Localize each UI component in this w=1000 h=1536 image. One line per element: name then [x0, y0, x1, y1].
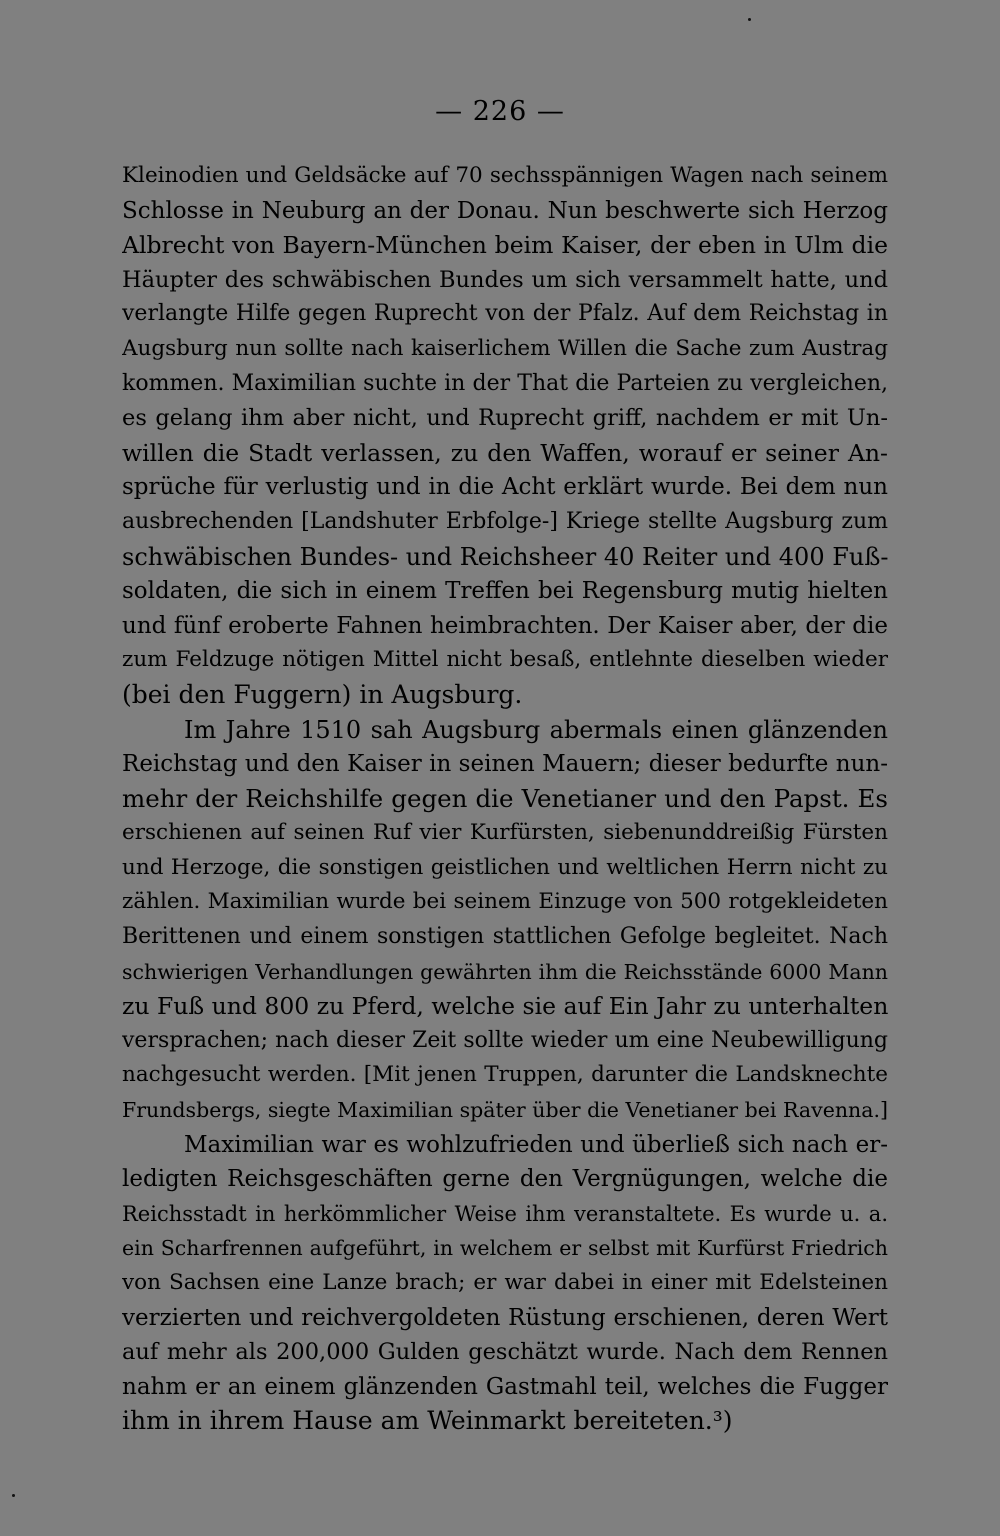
text-line: Im Jahre 1510 sah Augsburg abermals einen glänzenden	[184, 715, 888, 744]
text-line: Häupter des schwäbischen Bundes um sich versammelt hatte, und	[122, 266, 888, 293]
text-line: zählen. Maximilian wurde bei seinem Einzuge von 500 rotgekleideten	[122, 889, 888, 915]
text-line: auf mehr als 200,000 Gulden geschätzt wurde. Nach dem Rennen	[122, 1339, 888, 1366]
text-line: soldaten, die sich in einem Treffen bei Regensburg mutig hielten	[122, 578, 888, 605]
text-line: Albrecht von Bayern-München beim Kaiser, der eben in Ulm die	[122, 231, 888, 260]
text-line: Kleinodien und Geldsäcke auf 70 sechsspännigen Wagen nach seinem	[122, 163, 888, 188]
text-line: zu Fuß und 800 zu Pferd, welche sie auf Ein Jahr zu unterhalten	[122, 992, 888, 1021]
text-line: kommen. Maximilian suchte in der That die Parteien zu vergleichen,	[122, 370, 888, 396]
text-line: es gelang ihm aber nicht, und Ruprecht griff, nachdem er mit Un-	[122, 405, 888, 432]
text-line: versprachen; nach dieser Zeit sollte wieder um eine Neubewilligung	[122, 1027, 888, 1053]
text-line: mehr der Reichshilfe gegen die Venetianer und den Papst. Es	[122, 783, 888, 813]
text-line: Reichsstadt in herkömmlicher Weise ihm veranstaltete. Es wurde u. a.	[122, 1201, 888, 1226]
body-text	[122, 159, 888, 1439]
text-line: Reichstag und den Kaiser in seinen Mauern; dieser bedurfte nun-	[122, 751, 888, 778]
text-line: Frundsbergs, siegte Maximilian später über die Venetianer bei Ravenna.]	[122, 1098, 888, 1123]
text-line: nahm er an einem glänzenden Gastmahl teil, welches die Fugger	[122, 1373, 888, 1400]
text-line: und fünf eroberte Fahnen heimbrachten. Der Kaiser aber, der die	[122, 612, 888, 639]
text-line: von Sachsen eine Lanze brach; er war dabei in einer mit Edelsteinen	[122, 1270, 888, 1295]
text-line: Augsburg nun sollte nach kaiserlichem Willen die Sache zum Austrag	[122, 335, 888, 361]
text-line: nachgesucht werden. [Mit jenen Truppen, darunter die Landsknechte	[122, 1062, 888, 1088]
print-speck	[12, 1494, 15, 1497]
text-line: ausbrechenden [Landshuter Erbfolge-] Kriege stellte Augsburg zum	[122, 508, 888, 534]
text-line: verlangte Hilfe gegen Ruprecht von der Pfalz. Auf dem Reichstag in	[122, 301, 888, 327]
text-line: erschienen auf seinen Ruf vier Kurfürsten, siebenunddreißig Fürsten	[122, 820, 888, 846]
text-line: Schlosse in Neuburg an der Donau. Nun beschwerte sich Herzog	[122, 197, 888, 224]
page-number: — 226 —	[435, 96, 565, 127]
text-line: sprüche für verlustig und in die Acht erklärt wurde. Bei dem nun	[122, 474, 888, 501]
text-line: zum Feldzuge nötigen Mittel nicht besaß, entlehnte dieselben wieder	[122, 647, 888, 673]
text-line: (bei den Fuggern) in Augsburg.	[122, 679, 523, 709]
text-line: Berittenen und einem sonstigen stattlichen Gefolge begleitet. Nach	[122, 924, 888, 950]
text-line: willen die Stadt verlassen, zu den Waffen, worauf er seiner An-	[122, 438, 888, 467]
text-line: schwäbischen Bundes- und Reichsheer 40 Reiter und 400 Fuß-	[122, 542, 888, 571]
text-line: und Herzoge, die sonstigen geistlichen und weltlichen Herrn nicht zu	[122, 854, 888, 880]
text-line: schwierigen Verhandlungen gewährten ihm die Reichsstände 6000 Mann	[122, 959, 888, 984]
text-line: ein Scharfrennen aufgeführt, in welchem er selbst mit Kurfürst Friedrich	[122, 1236, 888, 1261]
text-line: Maximilian war es wohlzufrieden und überließ sich nach er-	[184, 1131, 888, 1158]
text-line: verzierten und reichvergoldeten Rüstung erschienen, deren Wert	[122, 1304, 888, 1331]
text-line: ledigten Reichsgeschäften gerne den Vergnügungen, welche die	[122, 1166, 888, 1193]
text-line: ihm in ihrem Hause am Weinmarkt bereiteten.³)	[122, 1406, 733, 1436]
print-speck	[748, 18, 751, 21]
